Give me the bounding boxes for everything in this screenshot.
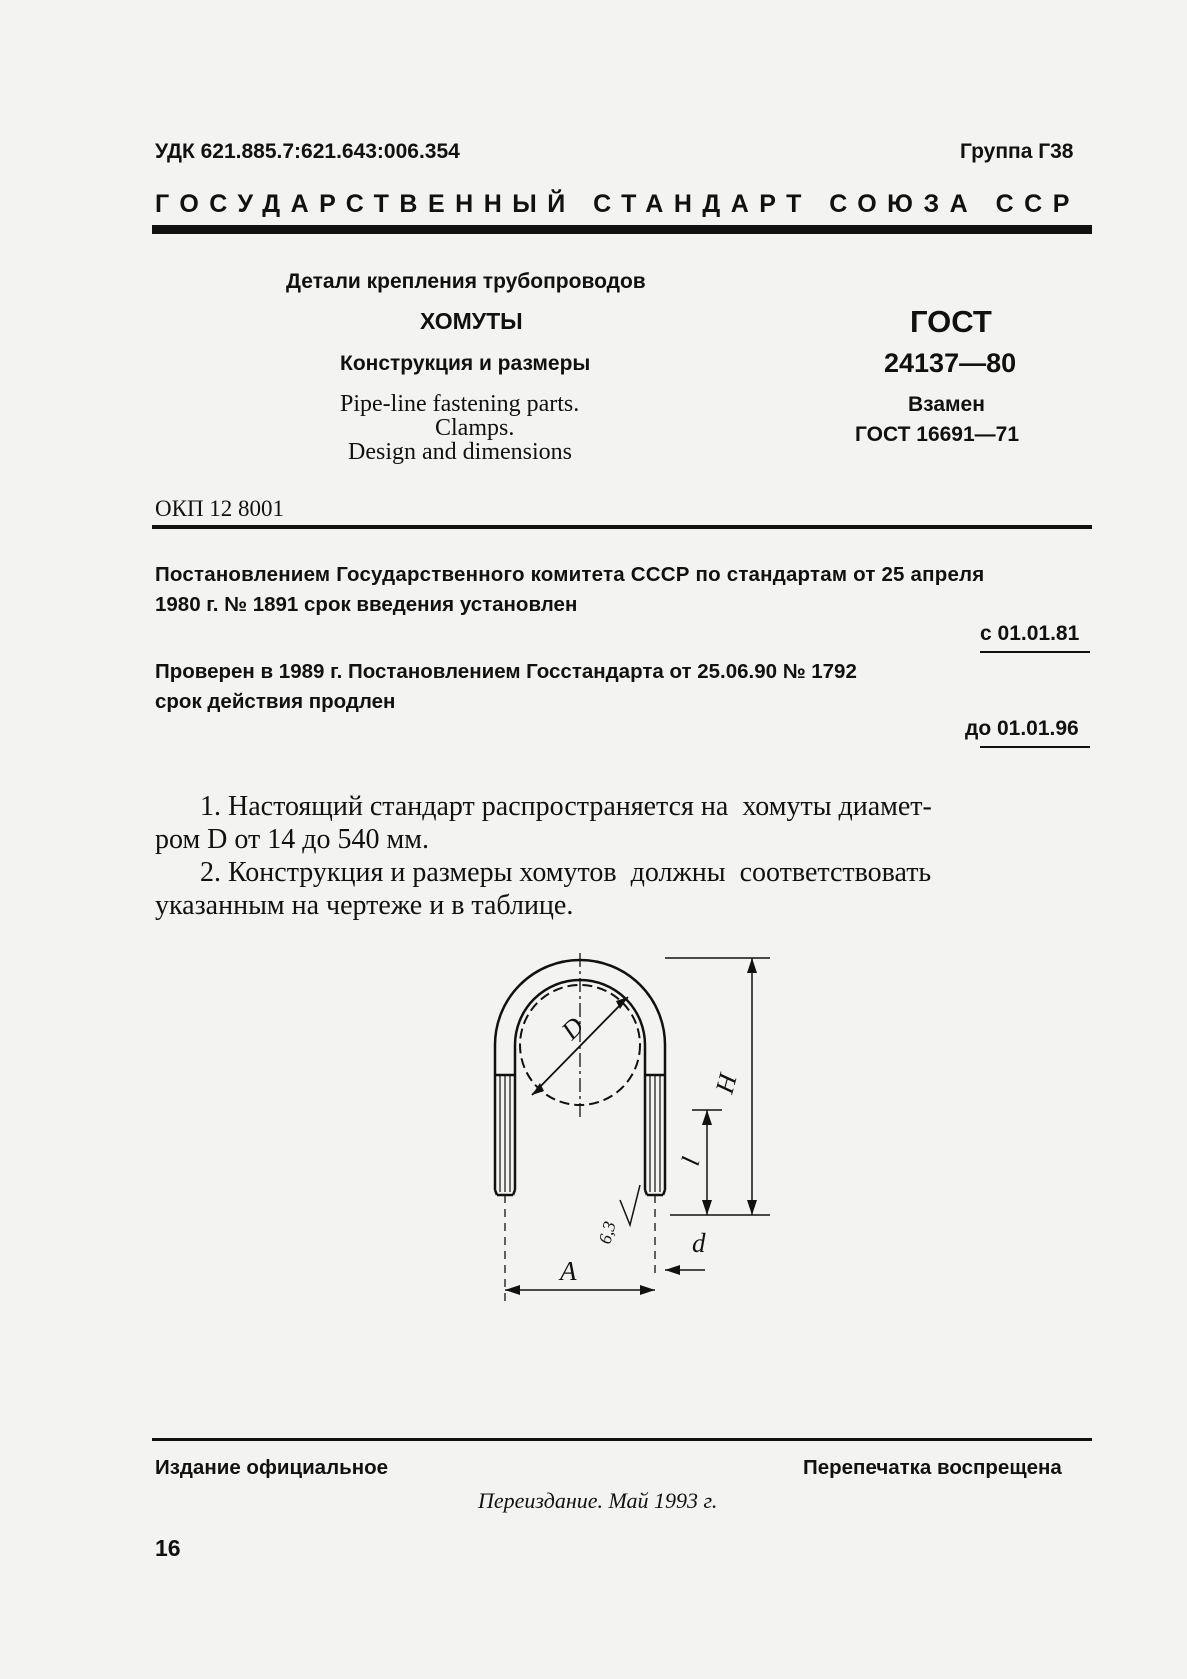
english-title-line1: Pipe-line fastening parts. [340,391,580,417]
replaces-gost: ГОСТ 16691—71 [855,423,1020,446]
group-code: Группа Г38 [960,140,1074,163]
extended-until-rule [980,746,1090,748]
paragraph-2-line1: 2. Конструкция и размеры хомутов должны соответствовать [200,857,932,888]
standard-banner: ГОСУДАРСТВЕННЫЙ СТАНДАРТ СОЮЗА ССР [155,190,1080,218]
gost-label: ГОСТ [910,304,992,339]
gost-number: 24137—80 [884,348,1017,378]
thread-hatching [500,1075,660,1192]
paragraph-1-line2: ром D от 14 до 540 мм. [155,824,429,855]
decree-line2: 1980 г. № 1891 срок введения установлен [155,593,578,616]
thread-axes [505,1195,655,1305]
check-line1: Проверен в 1989 г. Постановлением Госстандарта от 25.06.90 № 1792 [155,660,857,683]
okp-code: ОКП 12 8001 [155,496,285,521]
doc-title: ХОМУТЫ [420,308,523,334]
english-title-line3: Design and dimensions [348,439,572,465]
check-line2: срок действия продлен [155,690,396,713]
extended-until: до 01.01.96 [965,717,1079,740]
reissue-note: Переиздание. Май 1993 г. [478,1488,718,1513]
effective-date: с 01.01.81 [980,622,1080,645]
category-title: Детали крепления трубопроводов [286,270,646,293]
clamp-outline [495,960,665,1195]
doc-subtitle: Конструкция и размеры [340,352,591,375]
banner-rule [152,225,1092,234]
paragraph-2-line2: указанным на чертеже и в таблице. [155,890,574,921]
label-A: A [560,1256,577,1286]
reprint-notice: Перепечатка воспрещена [803,1456,1062,1479]
paragraph-1-line1: 1. Настоящий стандарт распространяется на хомуты диамет- [200,791,932,822]
label-D: D [555,1011,590,1046]
page-number: 16 [155,1535,181,1561]
title-rule [152,525,1092,529]
replaces-label: Взамен [908,393,985,416]
udk-code: УДК 621.885.7:621.643:006.354 [155,140,460,163]
official-edition: Издание официальное [155,1456,389,1479]
label-d: d [692,1228,706,1258]
label-l: l [675,1154,706,1169]
label-H: H [709,1070,743,1097]
footer-rule [152,1438,1092,1441]
decree-line1: Постановлением Государственного комитета СССР по стандартам от 25 апреля [155,563,985,586]
clamp-drawing [460,945,780,1315]
label-roughness: 6,3 [594,1219,620,1247]
effective-date-rule [980,651,1090,653]
english-title-line2: Clamps. [435,415,515,441]
